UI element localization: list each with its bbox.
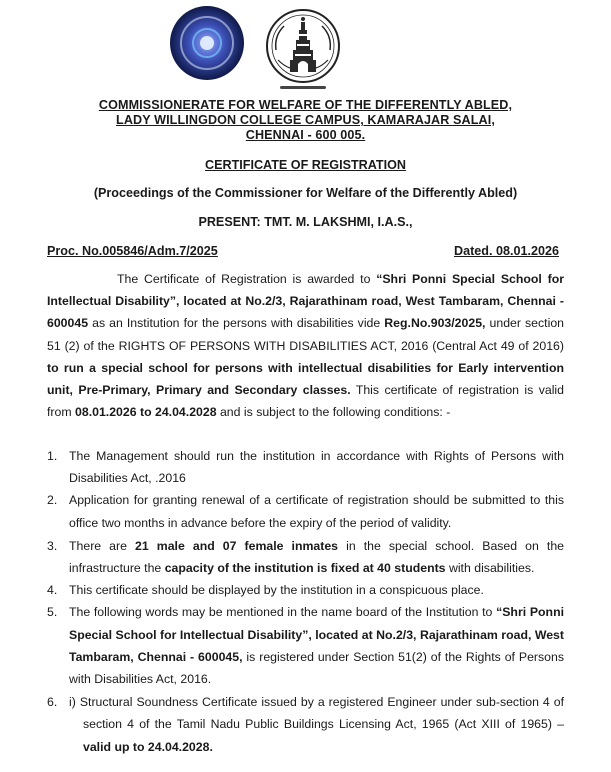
para-bold: Reg.No.903/2025,: [384, 316, 486, 331]
hologram-seal-icon: [170, 6, 244, 80]
para-bold: 08.01.2026 to 24.04.2028: [75, 405, 217, 420]
condition-item: 6. i) Structural Soundness Certificate issued by a registered Engineer under sub-section 4 of section 4 of the Tamil Nadu Public Buildings Licensing Act, 1965 (Act XIII of 1965) – valid up to 24.04.2028.: [47, 691, 564, 758]
condition-item: 3. There are 21 male and 07 female inmates in the special school. Based on the infrastructure the capacity of the institution is fixed at 40 students with disabilities.: [47, 538, 565, 576]
issue-date: Dated. 08.01.2026: [453, 244, 559, 258]
department-name-line1: COMMISSIONERATE FOR WELFARE OF THE DIFFERENTLY ABLED,: [98, 98, 513, 112]
condition-item: 5. The following words may be mentioned in the name board of the Institution to “Shri Ponni Special School for Intellectual Disability”, located at No.2/3, Rajarathinam road, West Tambaram, Chennai - 600045, is registered under Section 51(2) of the Rights of Persons with Disabilities Act, 2016.: [47, 605, 564, 687]
para-bold: to run a special school for persons with intellectual disabilities for Early intervention unit, Pre-Primary, Primary and Secondary classes.: [47, 360, 564, 398]
conditions-list: [47, 445, 564, 758]
para-text: as an Institution for the persons with disabilities vide: [88, 316, 385, 331]
para-text: under section 51 (2) of the RIGHTS OF PERSONS WITH DISABILITIES ACT, 2016 (Central Act 49 of 2016): [47, 316, 565, 353]
present-official: PRESENT: TMT. M. LAKSHMI, I.A.S.,: [198, 215, 413, 229]
registration-paragraph: [47, 268, 564, 423]
department-address-line2: LADY WILLINGDON COLLEGE CAMPUS, KAMARAJAR SALAI,: [116, 113, 495, 127]
para-text: and is subject to the following conditions: -: [216, 405, 451, 420]
condition-item: 2. Application for granting renewal of a certificate of registration should be submitted to this office two months in advance before the expiry of the period of validity.: [47, 493, 564, 530]
para-text: This certificate of registration is valid from: [47, 383, 564, 420]
proceeding-number: Proc. No.005846/Adm.7/2025: [47, 244, 218, 258]
condition-subitem: i) Structural Soundness Certificate issued by a registered Engineer under sub-section 4 of section 4 of the Tamil Nadu Public Buildings Licensing Act, 1965 (Act XIII of 1965) – valid up to 24.04.2028.: [69, 695, 564, 754]
condition-item: 4. This certificate should be displayed by the institution in a conspicuous place.: [47, 583, 484, 598]
department-address-line3: CHENNAI - 600 005.: [245, 128, 366, 142]
proceedings-subtitle: (Proceedings of the Commissioner for Welfare of the Differently Abled): [93, 186, 518, 200]
para-bold: “Shri Ponni Special School for Intellectual Disability”, located at No.2/3, Rajarathinam road, West Tambaram, Chennai - 600045: [47, 272, 564, 331]
para-text: The Certificate of Registration is awarded to: [117, 272, 377, 286]
certificate-title: CERTIFICATE OF REGISTRATION: [204, 158, 407, 172]
tamil-nadu-emblem-icon: [262, 6, 344, 94]
condition-item: 1. The Management should run the institution in accordance with Rights of Persons with Disabilities Act, .2016: [47, 449, 564, 486]
